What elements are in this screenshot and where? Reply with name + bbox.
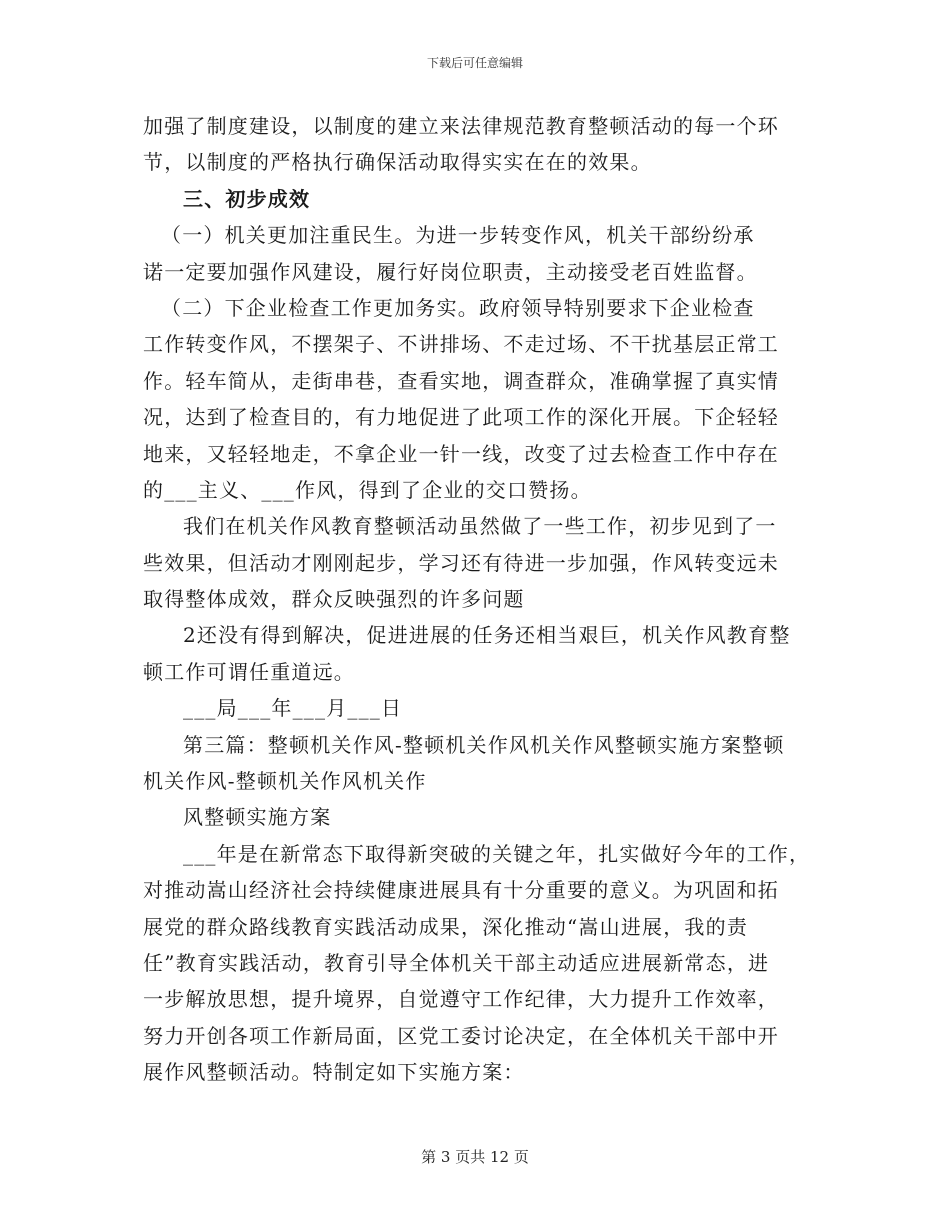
chapter-title-line: 机关作风-整顿机关作风机关作: [143, 769, 427, 794]
header-note: 下载后可任意编辑: [426, 56, 523, 70]
paragraph-line: 展党的群众路线教育实践活动成果，深化推动“嵩山进展，我的责: [143, 914, 749, 939]
paragraph-line: 顿工作可谓任重道远。: [143, 659, 355, 684]
date-line: ___局___年___月___日: [183, 696, 403, 721]
paragraph-line: 努力开创各项工作新局面，区党工委讨论决定，在全体机关干部中开: [143, 1023, 779, 1048]
paragraph-line: 地来，又轻轻地走，不拿企业一针一线，改变了过去检查工作中存在: [143, 441, 779, 466]
section-heading: 三、初步成效: [183, 186, 311, 211]
paragraph-line: 展作风整顿活动。特制定如下实施方案：: [143, 1060, 525, 1085]
paragraph-line: 工作转变作风，不摆架子、不讲排场、不走过场、不干扰基层正常工: [143, 332, 779, 357]
paragraph-line: 作。轻车简从，走街串巷，查看实地，调查群众，准确掌握了真实情: [143, 368, 779, 393]
paragraph-line: 些效果，但活动才刚刚起步，学习还有待进一步加强，作风转变远未: [143, 550, 779, 575]
paragraph-line: （二）下企业检查工作更加务实。政府领导特别要求下企业检查: [161, 295, 755, 320]
paragraph-line: 任”教育实践活动，教育引导全体机关干部主动适应进展新常态，进: [143, 950, 770, 975]
paragraph-line: （一）机关更加注重民生。为进一步转变作风，机关干部纷纷承: [161, 223, 755, 248]
paragraph-line: 我们在机关作风教育整顿活动虽然做了一些工作，初步见到了一: [183, 514, 777, 539]
paragraph-line: 2还没有得到解决，促进进展的任务还相当艰巨，机关作风教育整: [183, 623, 791, 648]
paragraph-line: 的___主义、___作风，得到了企业的交口赞扬。: [143, 477, 592, 502]
paragraph-line: 一步解放思想，提升境界，自觉遵守工作纪律，大力提升工作效率，: [143, 987, 779, 1012]
chapter-title-line: 风整顿实施方案: [183, 805, 332, 830]
paragraph-line: 诺一定要加强作风建设，履行好岗位职责，主动接受老百姓监督。: [143, 259, 758, 284]
page-footer: 第 3 页共 12 页: [421, 1148, 529, 1166]
paragraph-line: 加强了制度建设，以制度的建立来法律规范教育整顿活动的每一个环: [143, 114, 779, 138]
chapter-title-line: 第三篇：整顿机关作风-整顿机关作风机关作风整顿实施方案整顿: [183, 732, 785, 757]
paragraph-line: 节，以制度的严格执行确保活动取得实实在在的效果。: [143, 150, 652, 175]
paragraph-line: ___年是在新常态下取得新突破的关键之年，扎实做好今年的工作，: [183, 841, 811, 866]
paragraph-line: 对推动嵩山经济社会持续健康进展具有十分重要的意义。为巩固和拓: [143, 878, 779, 903]
paragraph-line: 取得整体成效，群众反映强烈的许多问题: [143, 587, 525, 612]
paragraph-line: 况，达到了检查目的，有力地促进了此项工作的深化开展。下企轻轻: [143, 405, 779, 430]
body-text: [143, 108, 833, 1091]
